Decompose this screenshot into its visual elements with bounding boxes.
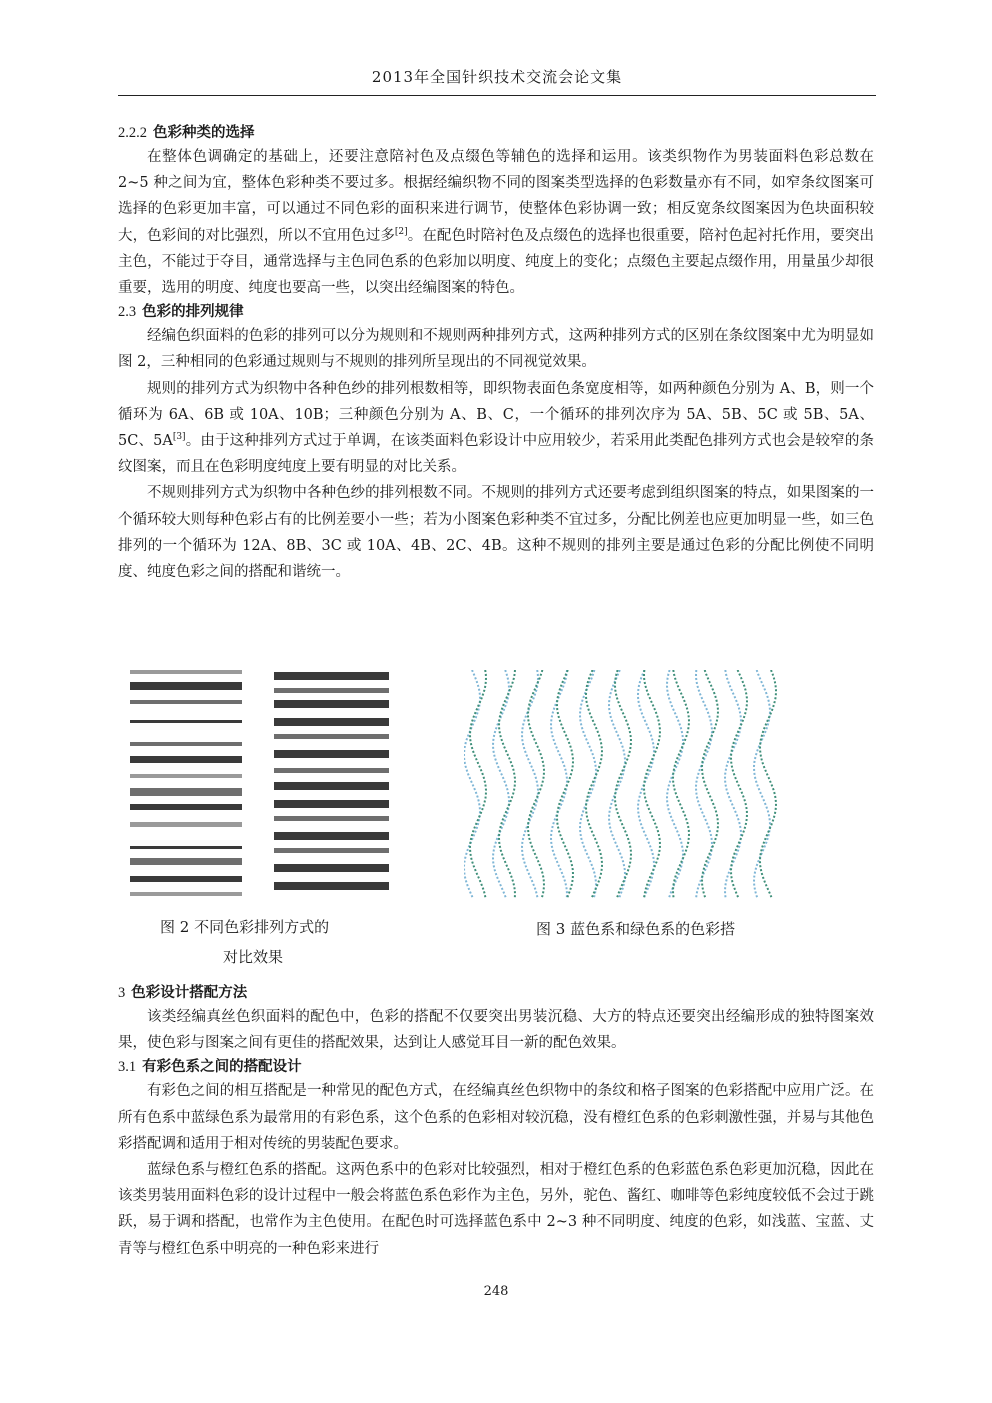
section-heading-3-1 bbox=[118, 1056, 874, 1078]
stripe bbox=[274, 864, 389, 872]
stripe bbox=[274, 882, 389, 890]
paragraph-text: 规则的排列方式为织物中各种色纱的排列根数相等，即织物表面色条宽度相等，如两种颜色分别为 A、B，则一个循环为 6A、6B 或 10A、10B；三种颜色分别为 A、B、C，一个循环的排列次序为 5A、5B、5C 或 5B、5A、5C、5A bbox=[118, 380, 874, 450]
section-heading-3 bbox=[118, 982, 874, 1004]
heading-text: 色彩设计搭配方法 bbox=[131, 985, 248, 1001]
wave-line bbox=[725, 670, 741, 898]
stripe bbox=[130, 774, 242, 778]
wave-line bbox=[528, 670, 544, 898]
heading-number: 2.2.2 bbox=[118, 125, 147, 141]
stripe bbox=[274, 750, 389, 758]
stripe bbox=[274, 718, 389, 726]
stripe bbox=[274, 800, 389, 808]
citation: [3] bbox=[172, 432, 186, 443]
section-heading-2-2-2 bbox=[118, 122, 874, 144]
paragraph-text: 在整体色调确定的基础上，还要注意陪衬色及点缀色等辅色的选择和运用。该类织物作为男装面料色彩总数在 2~5 种之间为宜，整体色彩种类不要过多。根据经编织物不同的图案类型选择的色彩数量亦有不同，如窄条纹图案可选择的色彩更加丰富，可以通过不同色彩的面积来进行调节，使整体色彩协调一致；相反宽条纹图案因为色块面积较大，色彩间的对比强烈，所以不宜用色过多 bbox=[118, 149, 874, 244]
paragraph-text: 在配色时陪衬色及点缀色的选择也很重要，陪衬色起衬托作用，要突出主色，不能过于夺目，通常选择与主色同色系的色彩加以明度、纯度上的变化；点缀色主要起点缀作用，用量虽少却很重要，选用的明度、纯度也要高一些，以突出经编图案的特色。 bbox=[118, 227, 875, 297]
wave-line bbox=[551, 670, 567, 898]
section-heading-2-3 bbox=[118, 301, 874, 323]
wave-line bbox=[702, 670, 718, 898]
stripe bbox=[274, 734, 389, 739]
wave-line bbox=[580, 670, 596, 898]
stripe bbox=[274, 816, 389, 821]
figure-2-caption-line1: 图 2 不同色彩排列方式的 bbox=[160, 918, 330, 936]
wave-line bbox=[615, 670, 631, 898]
wave-line bbox=[609, 670, 625, 898]
stripe bbox=[130, 822, 242, 827]
stripe bbox=[274, 782, 389, 790]
stripe bbox=[274, 768, 389, 773]
wave-line bbox=[644, 670, 660, 898]
stripe bbox=[130, 858, 242, 865]
paragraph: 不规则排列方式为织物中各种色纱的排列根数不同。不规则的排列方式还要考虑到组织图案的特点，如果图案的一个循环较大则每种色彩占有的比例差要小一些；若为小图案色彩种类不宜过多，分配比例差也应更加明显一些，如三色排列的一个循环为 12A、8B、3C 或 10A、4B、2C、4B。这种不规则的排列主要是通过色彩的分配比例使不同明度、纯度色彩之间的搭配和谐统一。 bbox=[118, 485, 874, 581]
wave-line bbox=[499, 670, 515, 898]
heading-text: 色彩的排列规律 bbox=[142, 304, 244, 321]
page-number: 248 bbox=[483, 1284, 509, 1299]
paragraph: 蓝绿色系与橙红色系的搭配。这两色系中的色彩对比较强烈，相对于橙红色系的色彩蓝色系色彩更加沉稳，因此在该类男装用面料色彩的设计过程中一般会将蓝色系色彩作为主色，另外，驼色、酱红、咖啡等色彩纯度较低不会过于跳跃，易于调和搭配，也常作为主色使用。在配色时可选择蓝色系中 2~3 种不同明度、纯度的色彩，如浅蓝、宝蓝、丈青等与橙红色系中明亮的一种色彩来进行 bbox=[118, 1162, 874, 1257]
paragraph-text: 。由于这种排列方式过于单调，在该类面料色彩设计中应用较少，若采用此类配色排列方式也会是较窄的条纹图案，而且在色彩明度纯度上要有明显的对比关系。 bbox=[118, 433, 874, 476]
figure-3-wave-pattern bbox=[464, 670, 780, 900]
wave-line bbox=[470, 670, 486, 898]
paragraph: 有彩色之间的相互搭配是一种常见的配色方式，在经编真丝色织物中的条纹和格子图案的色彩搭配中应用广泛。在所有色系中蓝绿色系为最常用的有彩色系，这个色系的色彩相对较沉稳，没有橙红色系的色彩刺激性强，并易与其他色彩搭配调和适用于相对传统的男装配色要求。 bbox=[118, 1083, 874, 1152]
citation: [2] bbox=[394, 226, 408, 237]
wave-line bbox=[586, 670, 602, 898]
wave-line bbox=[493, 670, 509, 898]
stripe bbox=[274, 848, 389, 853]
stripe bbox=[130, 846, 242, 849]
heading-number: 2.3 bbox=[118, 304, 137, 321]
heading-text: 色彩种类的选择 bbox=[153, 125, 255, 141]
wave-line bbox=[667, 670, 683, 898]
stripe bbox=[130, 700, 242, 704]
stripe bbox=[274, 700, 389, 708]
paragraph: 经编色织面料的色彩的排列可以分为规则和不规则两种排列方式，这两种排列方式的区别在条纹图案中尤为明显如图 2，三种相同的色彩通过规则与不规则的排列所呈现出的不同视觉效果。 bbox=[118, 328, 874, 371]
paragraph: 在整体色调确定的基础上，还要注意陪衬色及点缀色等辅色的选择和运用。该类织物作为男装面料色彩总数在 2~5 种之间为宜，整体色彩种类不要过多。根据经编织物不同的图案类型选择的色彩数量亦有不同，如窄条纹图案可选择的色彩更加丰富，可以通过不同色彩的面积来进行调节，使整体色彩协调一致；相反宽条纹图案因为色块面积较大，色彩间的对比强烈，所以不宜用色过多[2]。在配色时陪衬色及点缀色的选择也很重要，陪衬色起衬托作用，要突出主色，不能过于夺目，通常选择与主色同色系的色彩加以明度、纯度上的变化；点缀色主要起点缀作用，用量虽少却很重要，选用的明度、纯度也要高一些，以突出经编图案的特色。 bbox=[118, 149, 875, 297]
figure-2-regular-stripes bbox=[274, 672, 389, 897]
stripe bbox=[130, 682, 242, 690]
stripe bbox=[130, 788, 242, 796]
wave-line bbox=[731, 670, 747, 898]
wave-line bbox=[673, 670, 689, 898]
stripe bbox=[130, 720, 242, 723]
heading-number: 3.1 bbox=[118, 1059, 137, 1076]
stripe bbox=[130, 670, 242, 674]
wave-line bbox=[557, 670, 573, 898]
figure-2-irregular-stripes bbox=[130, 670, 242, 900]
paragraph: 该类经编真丝色织面料的配色中，色彩的搭配不仅要突出男装沉稳、大方的特点还要突出经编形成的独特图案效果，使色彩与图案之间有更佳的搭配效果，达到让人感觉耳目一新的配色效果。 bbox=[118, 1009, 874, 1052]
wave-line bbox=[638, 670, 654, 898]
heading-number: 3 bbox=[118, 985, 126, 1001]
paragraph bbox=[118, 376, 874, 481]
figure-3-caption: 图 3 蓝色系和绿色系的色彩搭 bbox=[536, 920, 736, 938]
heading-text: 有彩色系之间的搭配设计 bbox=[142, 1059, 302, 1076]
stripe bbox=[130, 742, 242, 746]
figures-row bbox=[118, 660, 878, 966]
wave-line bbox=[696, 670, 712, 898]
wave-line bbox=[760, 670, 776, 898]
wave-line bbox=[754, 670, 770, 898]
stripe bbox=[130, 756, 242, 763]
header-rule bbox=[118, 95, 876, 96]
body-lower bbox=[118, 982, 874, 1262]
stripe bbox=[274, 832, 389, 840]
stripe bbox=[130, 876, 242, 882]
stripe bbox=[274, 688, 389, 693]
stripe bbox=[130, 892, 242, 896]
stripe bbox=[274, 672, 389, 680]
body-upper bbox=[118, 122, 874, 585]
running-header: 2013年全国针织技术交流会论文集 bbox=[371, 68, 623, 86]
stripe bbox=[130, 804, 242, 810]
figure-2-caption-line2: 对比效果 bbox=[223, 948, 284, 966]
